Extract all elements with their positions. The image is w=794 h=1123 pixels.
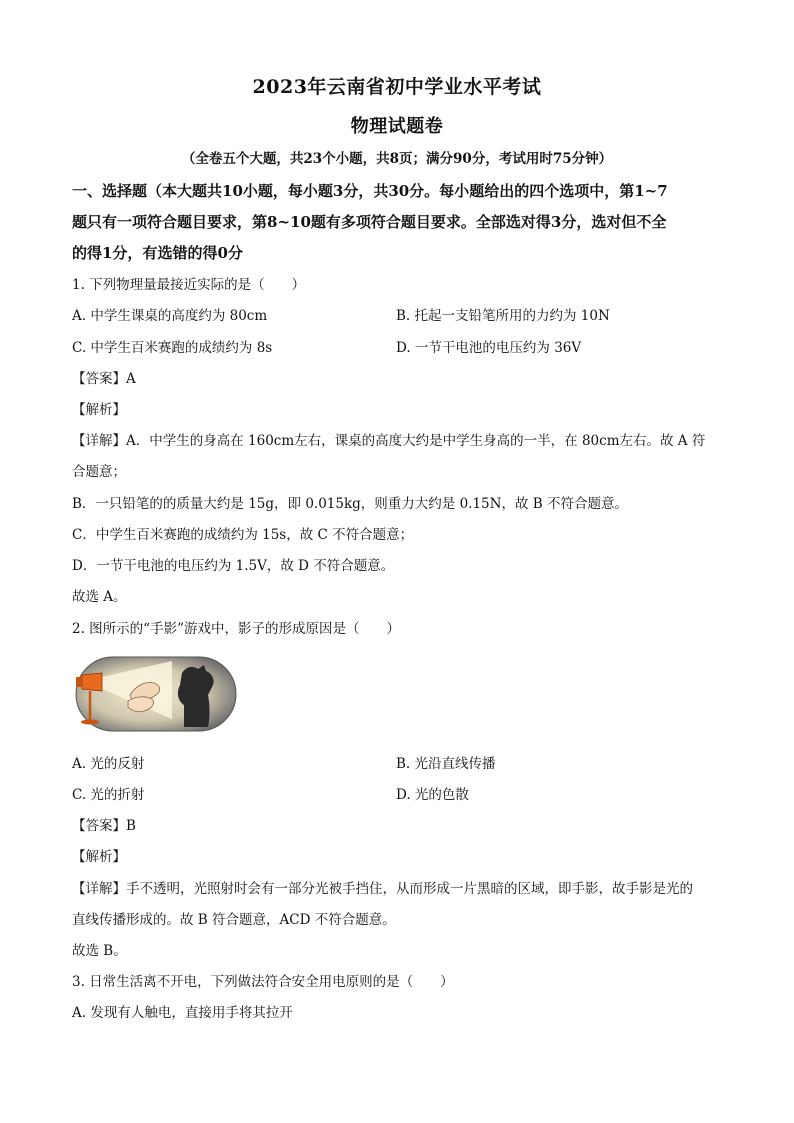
exam-title: 2023年云南省初中学业水平考试 bbox=[252, 76, 542, 98]
q2-option-d: D. 光的色散 bbox=[396, 787, 469, 803]
section-heading-line-1: 一、选择题（本大题共10小题，每小题3分，共30分。每小题给出的四个选项中，第1~7 bbox=[72, 182, 668, 200]
q2-conclusion: 故选 B。 bbox=[72, 943, 127, 959]
q3-option-a: A. 发现有人触电，直接用手将其拉开 bbox=[72, 1005, 293, 1021]
q1-detail-3: B．一只铅笔的的质量大约是 15g，即 0.015kg，则重力大约是 0.15N，故 B 不符合题意。 bbox=[72, 496, 628, 512]
q2-stem: 2. 图所示的“手影”游戏中，影子的形成原因是（ ） bbox=[72, 621, 400, 637]
q2-option-a: A. 光的反射 bbox=[72, 756, 145, 772]
q2-analysis-label: 【解析】 bbox=[72, 849, 126, 865]
section-heading-line-3: 的得1分，有选错的得0分 bbox=[72, 244, 243, 262]
q2-option-b: B. 光沿直线传播 bbox=[396, 756, 496, 772]
q1-option-c: C. 中学生百米赛跑的成绩约为 8s bbox=[72, 340, 273, 356]
q3-stem: 3. 日常生活离不开电，下列做法符合安全用电原则的是（ ） bbox=[72, 974, 454, 990]
q1-stem: 1. 下列物理量最接近实际的是（ ） bbox=[72, 277, 306, 293]
q1-detail-5: D．一节干电池的电压约为 1.5V，故 D 不符合题意。 bbox=[72, 558, 395, 574]
q1-detail-1: 【详解】A．中学生的身高在 160cm左右，课桌的高度大约是中学生身高的一半，在 80cm左右。故 A 符 bbox=[72, 433, 706, 449]
q1-option-d: D. 一节干电池的电压约为 36V bbox=[396, 340, 582, 356]
q1-option-a: A. 中学生课桌的高度约为 80cm bbox=[72, 308, 268, 324]
q2-answer: 【答案】B bbox=[72, 818, 136, 834]
q2-detail-1: 【详解】手不透明，光照射时会有一部分光被手挡住，从而形成一片黑暗的区域，即手影，故手影是光的 bbox=[72, 881, 693, 897]
q1-detail-2: 合题意； bbox=[72, 464, 126, 480]
q1-analysis-label: 【解析】 bbox=[72, 402, 126, 418]
section-heading-line-2: 题只有一项符合题目要求，第8~10题有多项符合题目要求。全部选对得3分，选对但不全 bbox=[72, 213, 667, 231]
exam-subtitle: 物理试题卷 bbox=[350, 116, 444, 137]
q1-detail-4: C．中学生百米赛跑的成绩约为 15s，故 C 不符合题意； bbox=[72, 527, 414, 543]
q1-conclusion: 故选 A。 bbox=[72, 589, 127, 605]
q2-detail-2: 直线传播形成的。故 B 符合题意，ACD 不符合题意。 bbox=[72, 912, 396, 928]
exam-note: （全卷五个大题，共23个小题，共8页；满分90分，考试用时75分钟） bbox=[181, 151, 613, 167]
hand-shadow-figure bbox=[72, 655, 238, 733]
q2-option-c: C. 光的折射 bbox=[72, 787, 145, 803]
q1-answer: 【答案】A bbox=[72, 371, 136, 387]
q1-option-b: B. 托起一支铅笔所用的力约为 10N bbox=[396, 308, 610, 324]
